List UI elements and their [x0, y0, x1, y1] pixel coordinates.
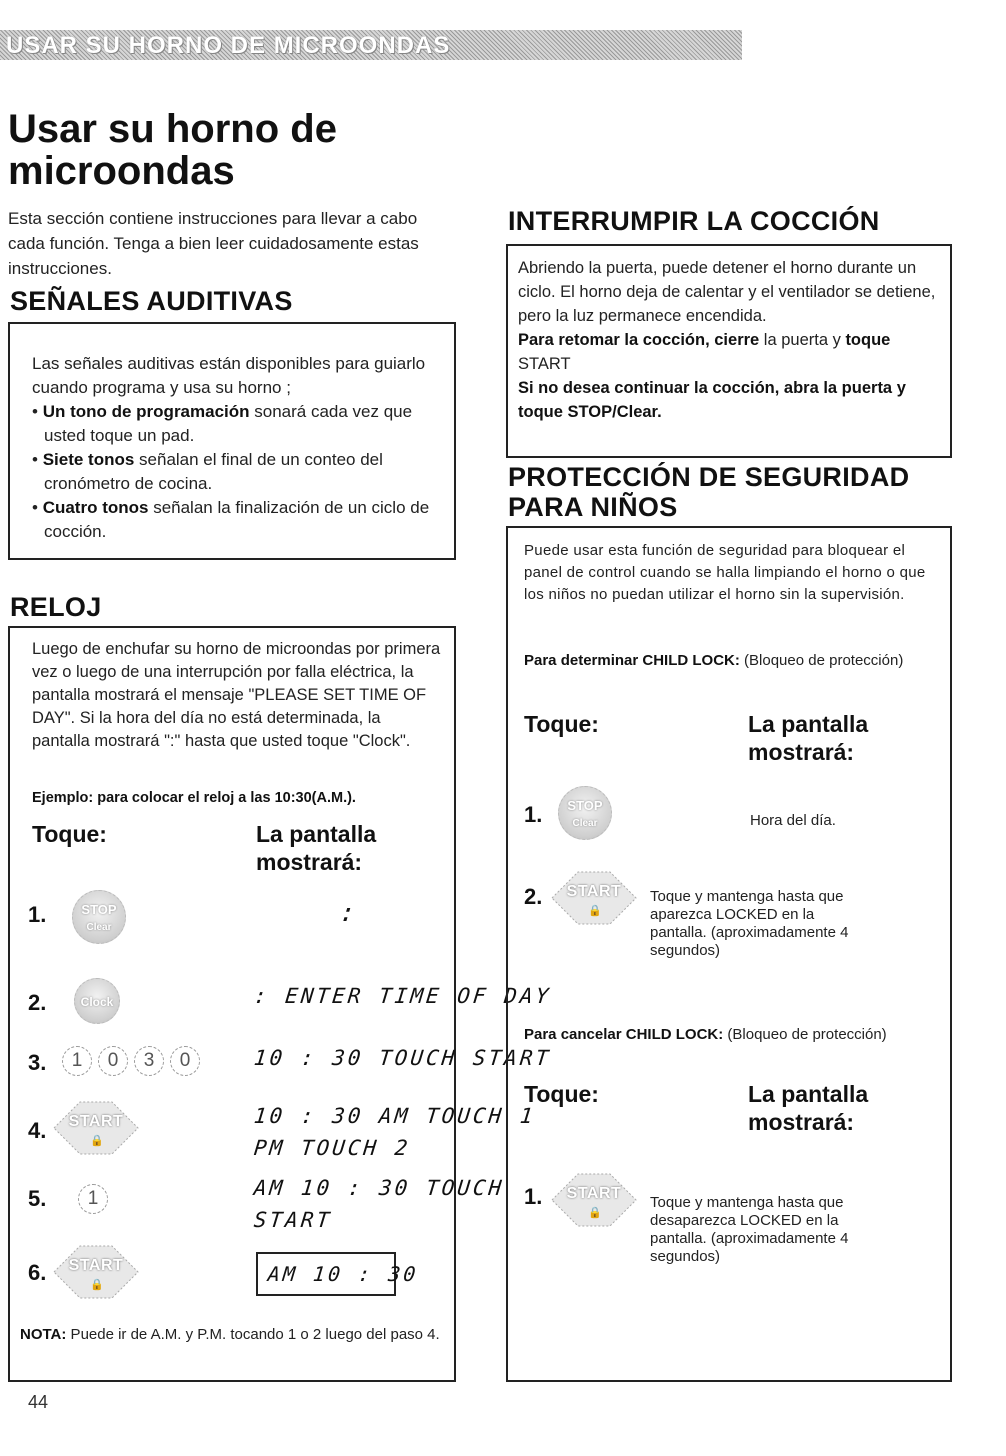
number-key[interactable]: 3	[134, 1046, 164, 1076]
start-pad-label: START	[566, 1185, 622, 1202]
reloj-display: 10 : 30 AM TOUCH 1	[252, 1104, 537, 1128]
auditivas-item: • Un tono de programación sonará cada vez que usted toque un pad.	[32, 402, 413, 445]
clear-pad-label: Clear	[572, 818, 598, 829]
proteccion-step-text: Toque y mantenga hasta que desaparezca LOCKED en la pantalla. (aproximadamente 4 segundos)	[650, 1194, 849, 1265]
auditivas-item: • Cuatro tonos señalan la finalización de un ciclo de cocción.	[32, 498, 430, 541]
clock-pad[interactable]: Clock	[74, 978, 120, 1024]
start-pad[interactable]	[548, 1170, 640, 1230]
reloj-display: START	[252, 1208, 334, 1232]
page-number: 44	[28, 1392, 49, 1412]
reloj-display: :	[338, 898, 360, 927]
reloj-display: AM 10 : 30 TOUCH	[252, 1176, 506, 1200]
start-pad-label: START	[68, 1113, 124, 1130]
auditivas-content	[32, 352, 450, 544]
interrumpir-resume: Para retomar la cocción, cierre la puerta y toque START	[518, 331, 891, 373]
proteccion-heading-line1: PROTECCIÓN DE SEGURIDAD	[508, 462, 910, 492]
reloj-body: Luego de enchufar su horno de microondas por primera vez o luego de una interrupción por falla eléctrica, la pantalla mostrará el mensaje "PLEASE SET TIME OF DAY". Si la hora del día no está determinada, la pantalla mostrará ":" hasta que usted toque "Clock".	[32, 640, 441, 750]
proteccion-box	[506, 526, 952, 1382]
header-band-title: USAR SU HORNO DE MICROONDAS	[6, 32, 451, 59]
proteccion-body: Puede usar esta función de seguridad para bloquear el panel de control cuando se halla limpiando el horno o que los niños no puedan utilizar el horno sin la supervisión.	[524, 542, 926, 603]
proteccion-step-text: Toque y mantenga hasta que aparezca LOCKED en la pantalla. (aproximadamente 4 segundos)	[650, 888, 849, 959]
reloj-step-num: 1.	[28, 902, 47, 927]
start-pad[interactable]	[50, 1098, 142, 1158]
number-key[interactable]: 1	[62, 1046, 92, 1076]
proteccion-col-display: La pantalla mostrará:	[748, 711, 869, 765]
stop-clear-pad[interactable]	[72, 890, 126, 944]
stop-pad-label: STOP	[81, 902, 117, 917]
proteccion-step-num: 1.	[524, 1184, 543, 1209]
proteccion-heading-line2: PARA NIÑOS	[508, 492, 678, 522]
stop-pad-label: STOP	[567, 798, 603, 813]
interrumpir-heading: INTERRUMPIR LA COCCIÓN	[508, 206, 880, 236]
reloj-display: AM 10 : 30	[266, 1262, 420, 1286]
reloj-heading: RELOJ	[10, 592, 102, 622]
intro-text: Esta sección contiene instrucciones para llevar a cabo cada función. Tenga a bien leer cuidadosamente estas instrucciones.	[8, 209, 419, 278]
note-label: NOTA:	[20, 1326, 67, 1343]
reloj-example: Ejemplo: para colocar el reloj a las 10:30(A.M.).	[32, 790, 356, 806]
reloj-col-touch: Toque:	[32, 821, 107, 847]
start-pad-label: START	[68, 1257, 124, 1274]
lock-icon: 🔒	[90, 1135, 104, 1147]
page-title: Usar su horno de microondas	[8, 107, 337, 193]
interrumpir-body: Abriendo la puerta, puede detener el horno durante un ciclo. El horno deja de calentar y el ventilador se detiene, pero la luz permanece encendida.	[518, 259, 936, 325]
interrumpir-box	[506, 244, 952, 458]
reloj-display: 10 : 30 TOUCH START	[252, 1046, 553, 1070]
reloj-step-num: 5.	[28, 1186, 47, 1211]
start-pad[interactable]	[548, 868, 640, 928]
stop-clear-pad[interactable]	[558, 786, 612, 840]
reloj-step-num: 6.	[28, 1260, 47, 1285]
auditivas-item: • Siete tonos señalan el final de un conteo del cronómetro de cocina.	[32, 450, 383, 493]
interrumpir-content	[518, 256, 938, 424]
note-text: Puede ir de A.M. y P.M. tocando 1 o 2 luego del paso 4.	[66, 1326, 440, 1343]
proteccion-set-label: Para determinar CHILD LOCK: (Bloqueo de protección)	[524, 652, 904, 669]
auditivas-box	[8, 322, 456, 560]
reloj-col-display: La pantalla mostrará:	[256, 821, 377, 875]
auditivas-intro: Las señales auditivas están disponibles para guiarlo cuando programa y usa su horno ;	[32, 354, 426, 397]
number-key[interactable]: 1	[78, 1184, 108, 1214]
proteccion-col-touch: Toque:	[524, 1081, 599, 1107]
reloj-note	[20, 1324, 502, 1345]
auditivas-heading: SEÑALES AUDITIVAS	[10, 286, 293, 316]
lock-icon: 🔒	[90, 1279, 104, 1291]
reloj-step-num: 3.	[28, 1050, 47, 1075]
clear-pad-label: Clear	[86, 922, 112, 933]
reloj-display: PM TOUCH 2	[252, 1136, 412, 1160]
number-key[interactable]: 0	[170, 1046, 200, 1076]
reloj-box	[8, 626, 553, 1382]
proteccion-col-display: La pantalla mostrará:	[748, 1081, 869, 1135]
proteccion-step-num: 1.	[524, 802, 543, 827]
proteccion-step-num: 2.	[524, 884, 543, 909]
reloj-step-num: 2.	[28, 990, 47, 1015]
lock-icon: 🔒	[588, 905, 602, 917]
interrumpir-stop: Si no desea continuar la cocción, abra la puerta y toque STOP/Clear.	[518, 379, 906, 421]
reloj-display: : ENTER TIME OF DAY	[252, 984, 553, 1008]
start-pad[interactable]	[50, 1242, 142, 1302]
lock-icon: 🔒	[588, 1207, 602, 1219]
number-key[interactable]: 0	[98, 1046, 128, 1076]
proteccion-col-touch: Toque:	[524, 711, 599, 737]
proteccion-step-text: Hora del día.	[750, 812, 836, 829]
reloj-step-num: 4.	[28, 1118, 47, 1143]
display-box	[256, 1252, 420, 1296]
start-pad-label: START	[566, 883, 622, 900]
proteccion-cancel-label: Para cancelar CHILD LOCK: (Bloqueo de protección)	[524, 1026, 887, 1043]
